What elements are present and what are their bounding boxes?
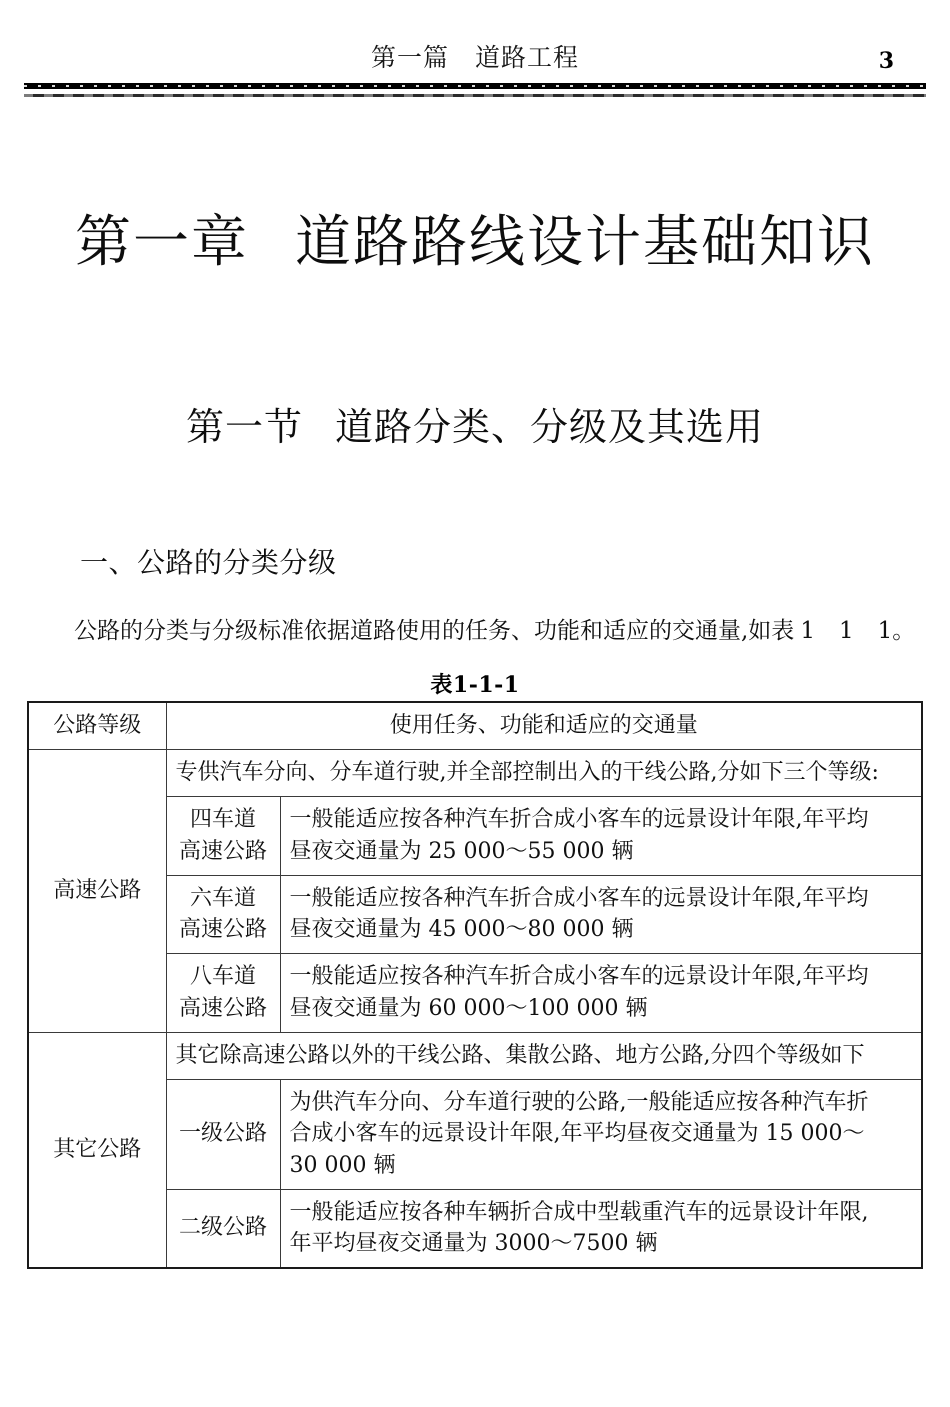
desc-line1: 一般能适应按各种汽车折合成小客车的远景设计年限,年平均 (289, 885, 869, 911)
sublabel-line1: 四车道 (189, 807, 256, 833)
group-intro-expressway: 专供汽车分向、分车道行驶,并全部控制出入的干线公路,分如下三个等级: (166, 750, 922, 797)
running-header (0, 38, 950, 80)
sublabel-line2: 高速公路 (178, 995, 267, 1021)
chapter-title-text: 道路路线设计基础知识 (295, 210, 875, 275)
table-header-grade: 公路等级 (28, 702, 166, 750)
desc-traffic-range: 15 000～ (765, 1121, 865, 1147)
desc-traffic-range: 3000～7500 (494, 1231, 629, 1257)
desc-traffic-range: 45 000～80 000 (428, 917, 605, 943)
header-rule-thick (24, 83, 926, 89)
chapter-number: 第一章 (75, 210, 249, 275)
desc-class-two (280, 1189, 922, 1268)
table-ref-num-3: 1 (877, 618, 893, 644)
table-row (28, 750, 922, 797)
desc-six-lane (280, 875, 922, 953)
group-intro-other-roads: 其它除高速公路以外的干线公路、集散公路、地方公路,分四个等级如下 (166, 1032, 922, 1079)
page-number: 3 (878, 48, 894, 74)
desc-line2-prefix: 合成小客车的远景设计年限,年平均昼夜交通量为 (289, 1121, 766, 1147)
desc-line1: 一般能适应按各种汽车折合成小客车的远景设计年限,年平均 (289, 964, 869, 990)
running-header-title: 第一篇 道路工程 (370, 43, 579, 72)
subsection-title: 一、公路的分类分级 (80, 546, 337, 579)
table-header-row (28, 702, 922, 750)
road-classification-table (27, 701, 923, 1269)
sublabel-line1: 八车道 (189, 964, 256, 990)
group-label-expressway: 高速公路 (28, 750, 166, 1033)
table-caption: 表1-1-1 (430, 672, 520, 698)
desc-eight-lane (280, 954, 922, 1032)
desc-line1: 一般能适应按各种汽车折合成小客车的远景设计年限,年平均 (289, 807, 869, 833)
sublabel-eight-lane (166, 954, 280, 1032)
table-ref-num-2: 1 (838, 618, 854, 644)
chapter-title (0, 208, 950, 278)
sublabel-class-one: 一级公路 (166, 1080, 280, 1190)
desc-traffic-range: 25 000～55 000 (428, 838, 605, 864)
body-paragraph-text: 公路的分类与分级标准依据道路使用的任务、功能和适应的交通量,如表 (74, 618, 795, 644)
sublabel-line2: 高速公路 (178, 917, 267, 943)
desc-class-one (280, 1080, 922, 1190)
sublabel-class-two: 二级公路 (166, 1189, 280, 1268)
table-row (28, 1032, 922, 1079)
road-classification-table-wrap (27, 701, 923, 1269)
desc-line1: 一般能适应按各种车辆折合成中型载重汽车的远景设计年限, (289, 1199, 869, 1225)
desc-line2-suffix: 辆 (628, 1231, 658, 1257)
desc-line1: 为供汽车分向、分车道行驶的公路,一般能适应按各种汽车折 (289, 1090, 869, 1116)
desc-line2-prefix: 昼夜交通量为 (289, 995, 429, 1021)
desc-line2-prefix: 年平均昼夜交通量为 (289, 1231, 495, 1257)
desc-line2-suffix: 辆 (604, 917, 634, 943)
body-paragraph (28, 614, 922, 649)
table-header-description: 使用任务、功能和适应的交通量 (166, 702, 922, 750)
desc-line2-prefix: 昼夜交通量为 (289, 917, 429, 943)
desc-line2-suffix: 辆 (604, 838, 634, 864)
section-number: 第一节 (185, 405, 303, 449)
desc-traffic-range: 60 000～100 000 (428, 995, 619, 1021)
desc-line2-suffix: 辆 (618, 995, 648, 1021)
section-title (0, 404, 950, 452)
desc-line3: 30 000 辆 (289, 1152, 396, 1178)
sublabel-six-lane (166, 875, 280, 953)
sublabel-line2: 高速公路 (178, 838, 267, 864)
group-label-other-roads: 其它公路 (28, 1032, 166, 1268)
desc-four-lane (280, 797, 922, 875)
sublabel-four-lane (166, 797, 280, 875)
table-ref-num-1: 1 (800, 618, 815, 644)
section-title-text: 道路分类、分级及其选用 (335, 405, 765, 449)
body-paragraph-period: 。 (892, 618, 916, 644)
desc-line2-prefix: 昼夜交通量为 (289, 838, 429, 864)
sublabel-line1: 六车道 (189, 885, 256, 911)
header-rule-thin (24, 94, 926, 97)
